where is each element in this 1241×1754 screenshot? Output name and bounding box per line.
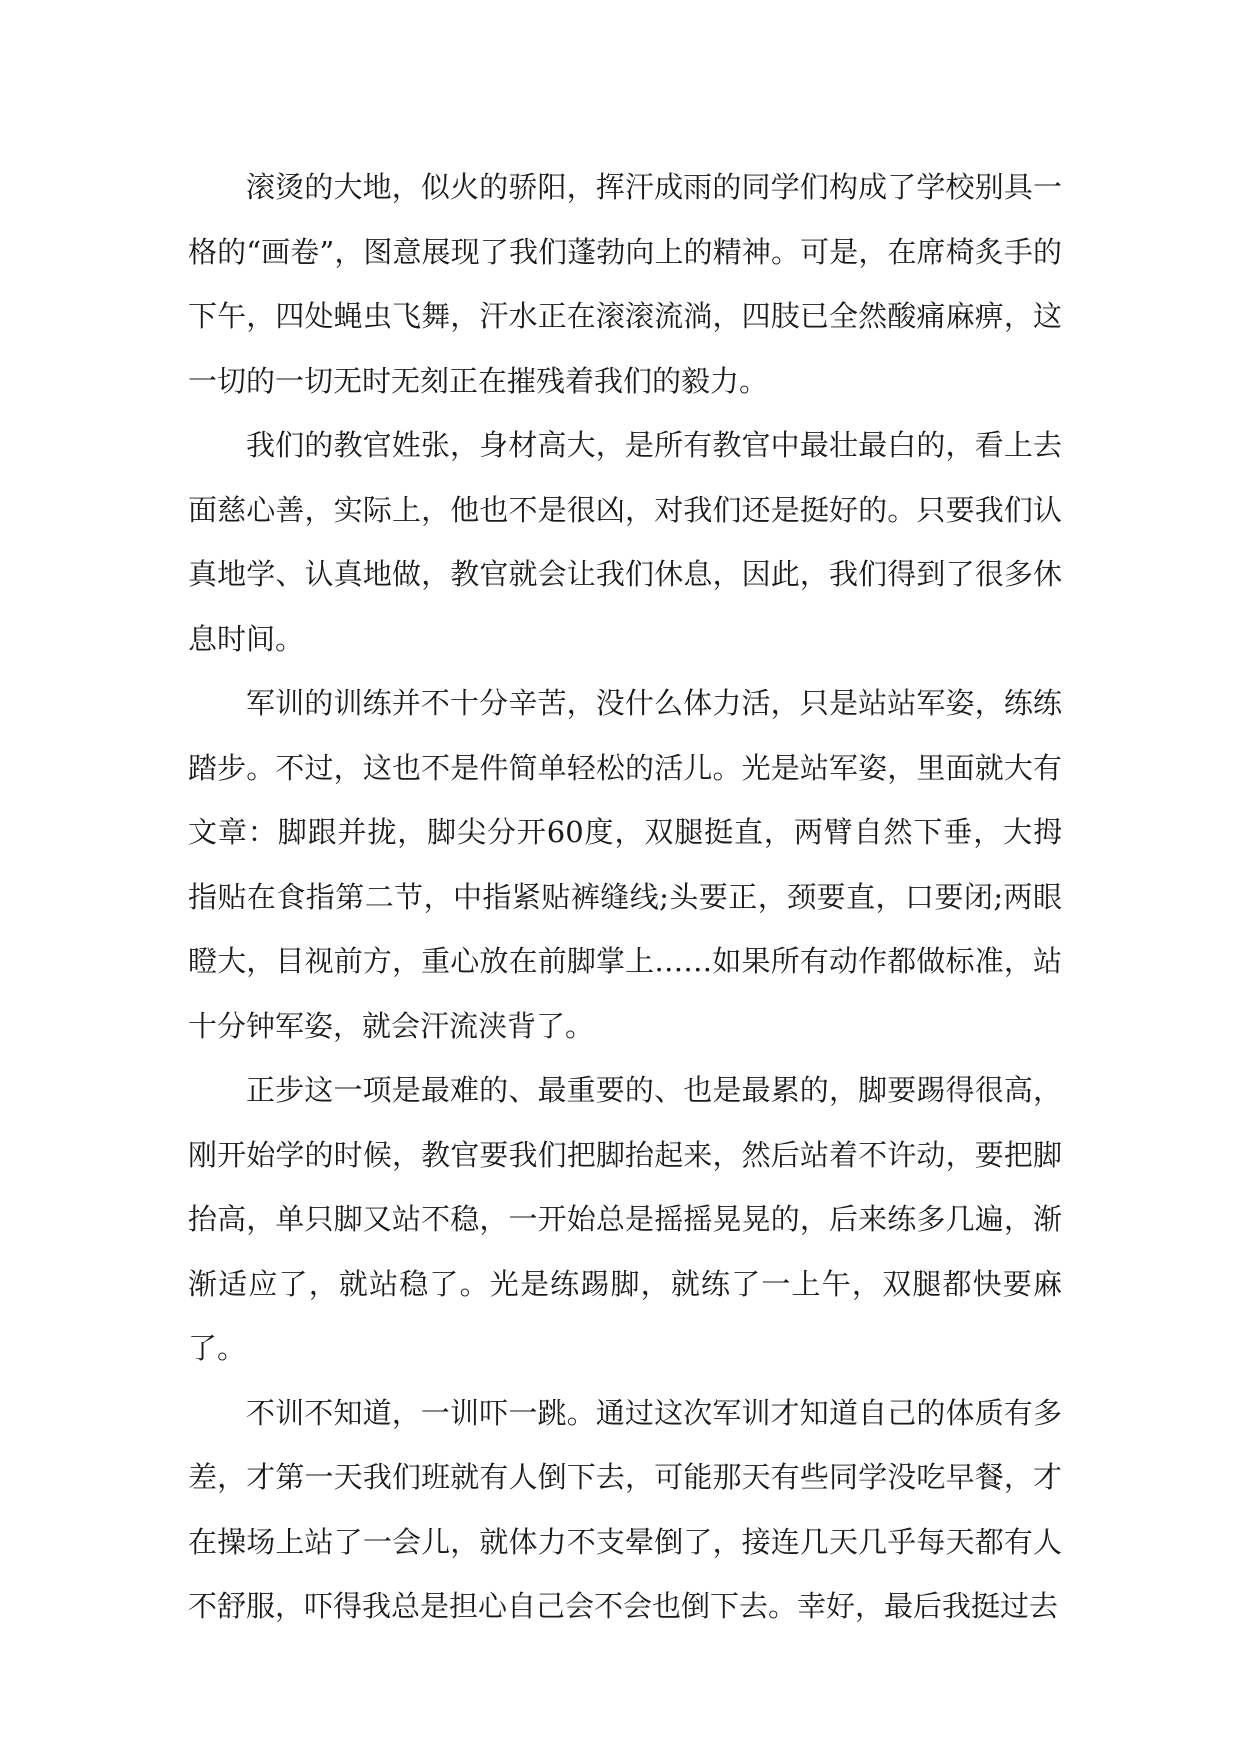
- paragraph-2: 我们的教官姓张，身材高大，是所有教官中最壮最白的，看上去面慈心善，实际上，他也不是很凶，对我们还是挺好的。只要我们认真地学、认真地做，教官就会让我们休息，因此，我们得到了很多休息时间。: [188, 428, 1062, 656]
- paragraph-1: 滚烫的大地，似火的骄阳，挥汗成雨的同学们构成了学校别具一格的“画卷”，图意展现了我们蓬勃向上的精神。可是，在席椅炙手的下午，四处蝇虫飞舞，汗水正在滚滚流淌，四肢已全然酸痛麻痹，这一切的一切无时无刻正在摧残着我们的毅力。: [188, 170, 1062, 398]
- document-body: [188, 155, 1062, 1639]
- paragraph-3: 军训的训练并不十分辛苦，没什么体力活，只是站站军姿，练练踏步。不过，这也不是件简单轻松的活儿。光是站军姿，里面就大有文章：脚跟并拢，脚尖分开60度，双腿挺直，两臂自然下垂，大拇指贴在食指第二节，中指紧贴裤缝线;头要正，颈要直，口要闭;两眼瞪大，目视前方，重心放在前脚掌上……如果所有动作都做标准，站十分钟军姿，就会汗流浃背了。: [188, 686, 1062, 1043]
- paragraph-4: 正步这一项是最难的、最重要的、也是最累的，脚要踢得很高，刚开始学的时候，教官要我们把脚抬起来，然后站着不许动，要把脚抬高，单只脚又站不稳，一开始总是摇摇晃晃的，后来练多几遍，渐渐适应了，就站稳了。光是练踢脚，就练了一上午，双腿都快要麻了。: [188, 1073, 1062, 1365]
- paragraph-5: 不训不知道，一训吓一跳。通过这次军训才知道自己的体质有多差，才第一天我们班就有人倒下去，可能那天有些同学没吃早餐，才在操场上站了一会儿，就体力不支晕倒了，接连几天几乎每天都有人不舒服，吓得我总是担心自己会不会也倒下去。幸好，最后我挺过去: [188, 1395, 1062, 1623]
